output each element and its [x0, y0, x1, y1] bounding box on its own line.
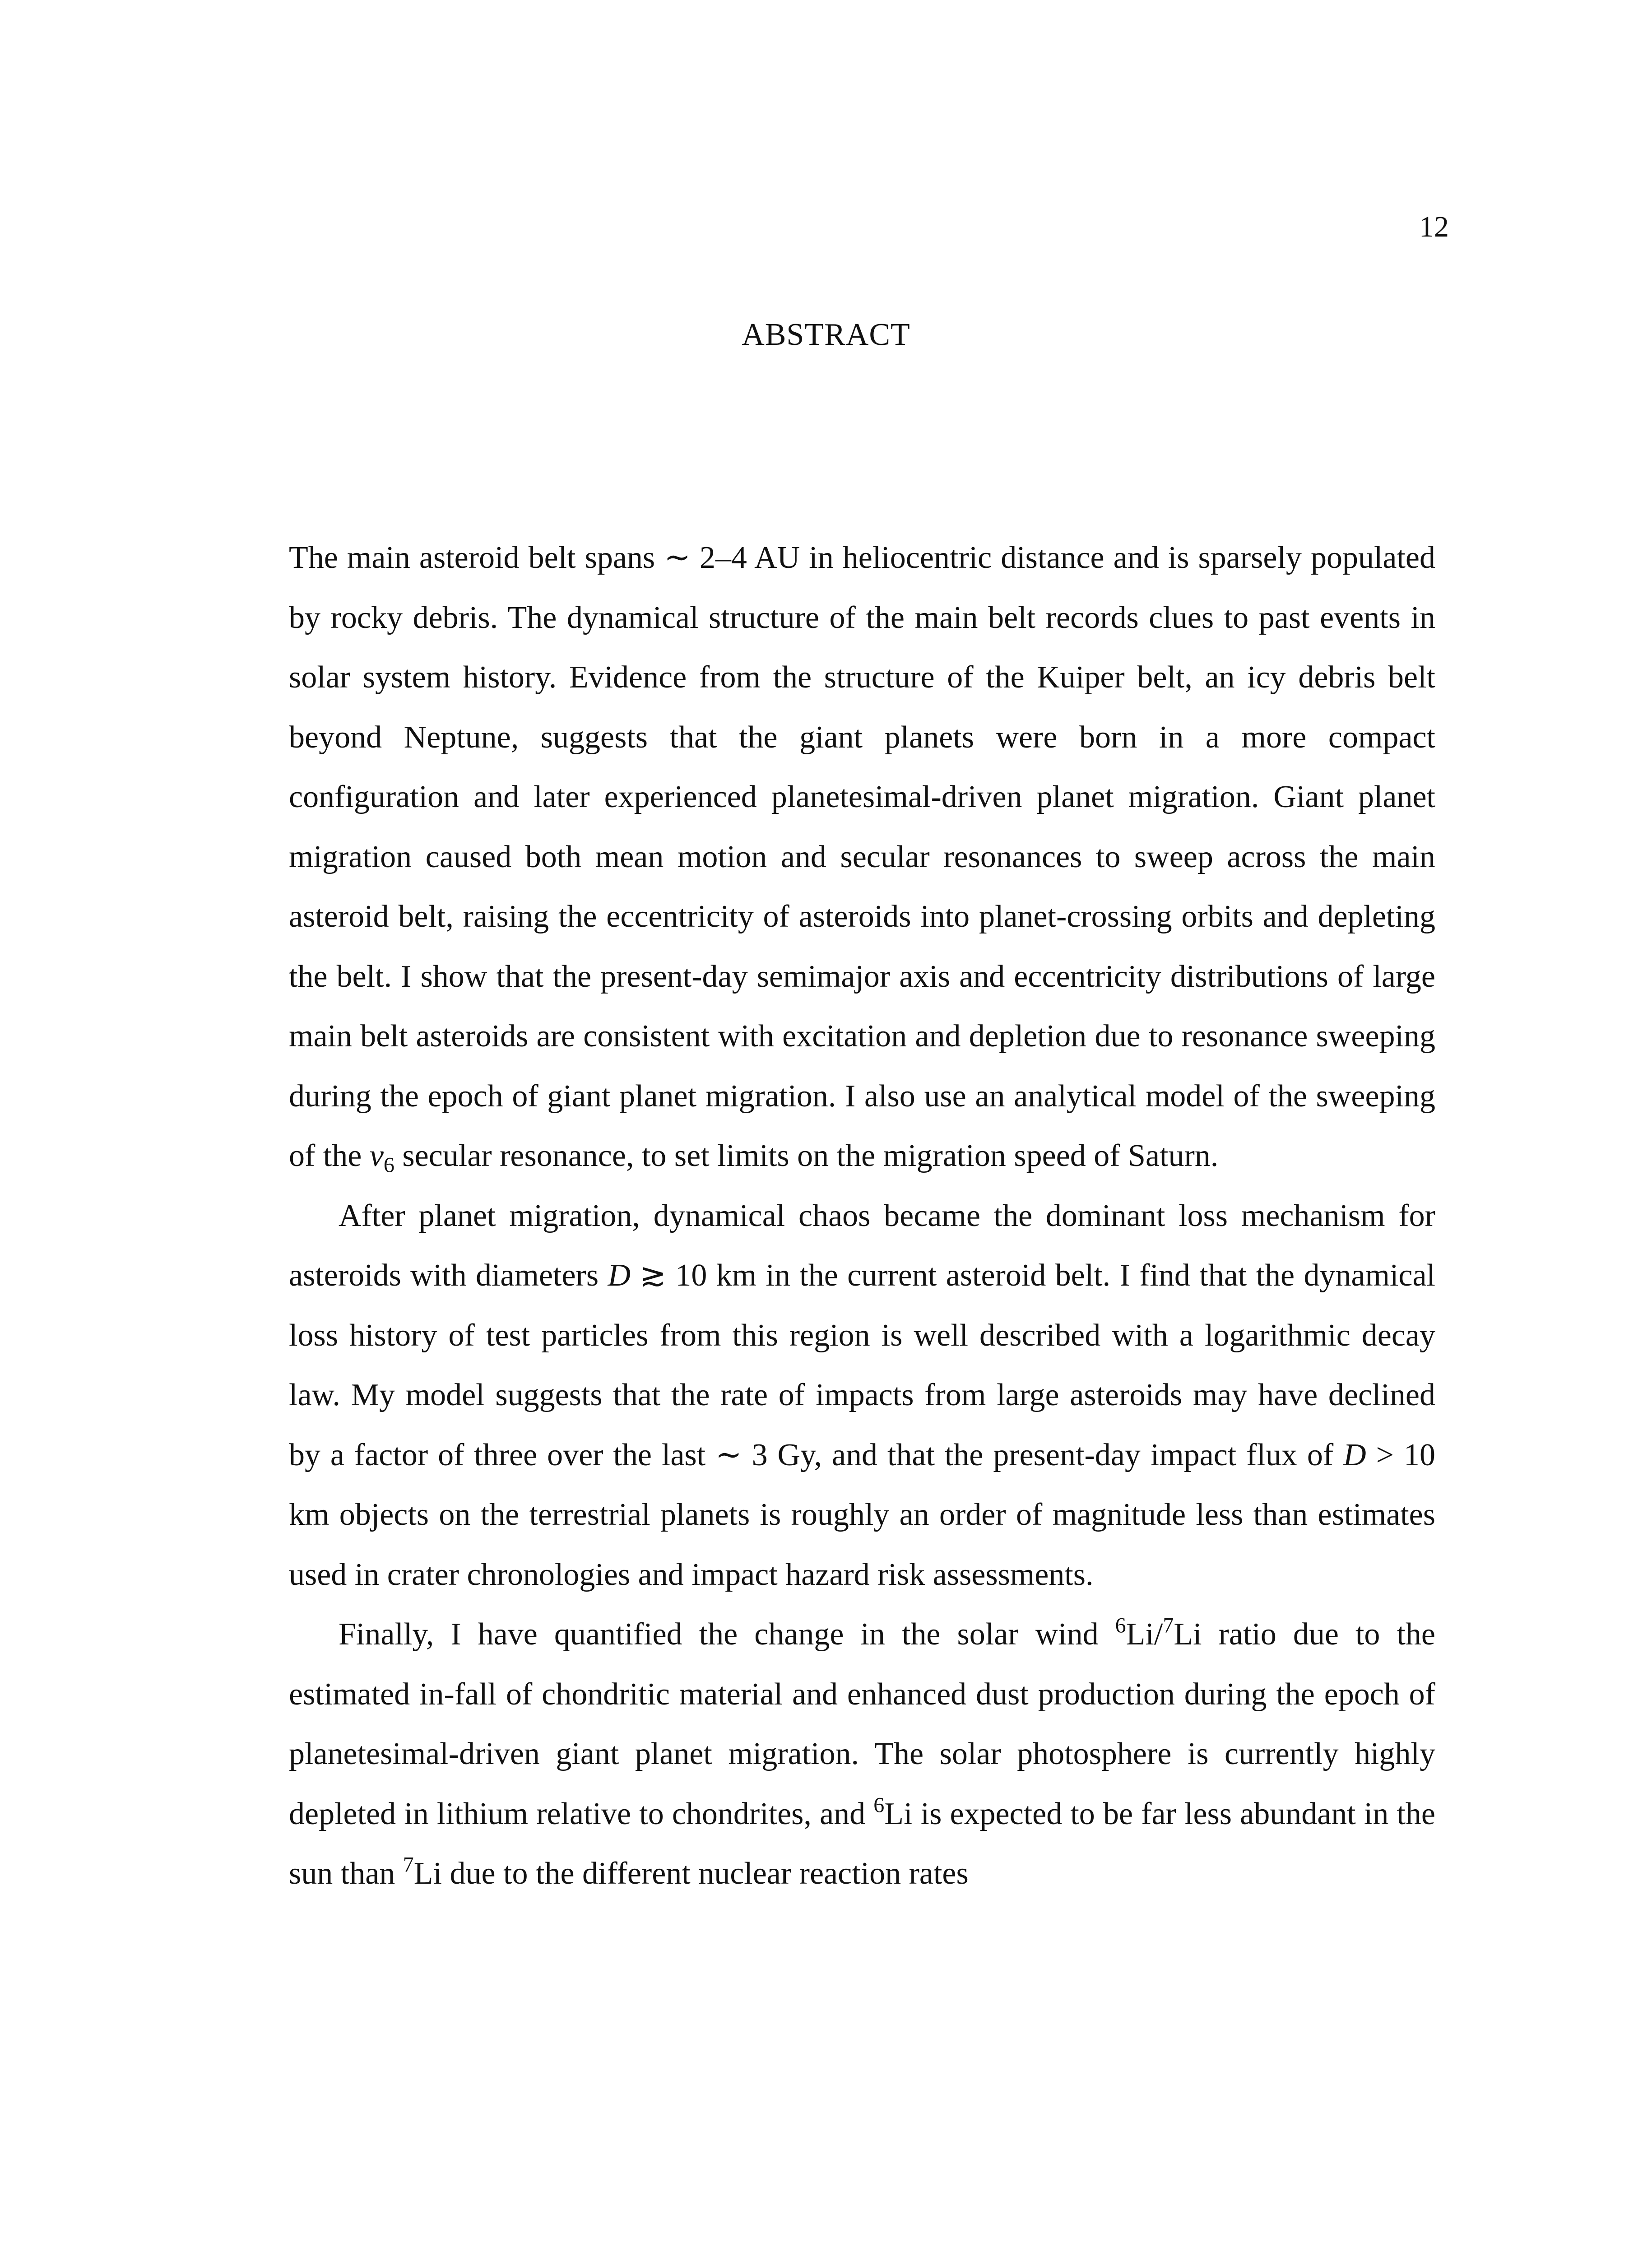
diameter-symbol: D	[1343, 1437, 1366, 1472]
page-number: 12	[1419, 210, 1449, 243]
isotope-superscript: 7	[1163, 1613, 1174, 1638]
paragraph-2-text-b: ≳ 10 km in the current asteroid belt. I find that the dynamical loss history of test particles from this region is well described with a logarithmic decay law. My model suggests that the rate of impacts from large asteroids may have declined by a factor of three over the last ∼ 3 Gy, and that the present-day impact flux of	[289, 1258, 1435, 1472]
paragraph-2-text-a: After planet migration, dynamical chaos became the dominant loss mechanism for asteroids with diameters	[289, 1198, 1435, 1293]
paragraph-2-text-c: > 10 km objects on the terrestrial planets is roughly an order of magnitude less than estimates used in crater chronologies and impact hazard risk assessments.	[289, 1437, 1435, 1592]
paragraph-3-text-c: Li is expected to be far less abundant in the sun than	[289, 1796, 1435, 1891]
abstract-body	[289, 528, 1435, 1904]
nu-subscript: 6	[383, 1153, 394, 1177]
paragraph-1	[289, 528, 1435, 1186]
nu-symbol: ν	[369, 1138, 384, 1173]
paragraph-2	[289, 1186, 1435, 1605]
paragraph-3-text-a: Finally, I have quantified the change in the solar wind	[339, 1617, 1115, 1652]
diameter-symbol: D	[608, 1258, 631, 1293]
lithium-text: Li/	[1126, 1617, 1163, 1652]
paragraph-3-text-d: Li due to the different nuclear reaction rates	[413, 1856, 969, 1891]
paragraph-3	[289, 1605, 1435, 1904]
paragraph-1-text-b: secular resonance, to set limits on the migration speed of Saturn.	[394, 1138, 1219, 1173]
paragraph-1-text-a: The main asteroid belt spans ∼ 2–4 AU in heliocentric distance and is sparsely populated by rocky debris. The dynamical structure of the main belt records clues to past events in solar system history. Evidence from the structure of the Kuiper belt, an icy debris belt beyond Neptune, suggests that the giant planets were born in a more compact configuration and later experienced planetesimal-driven planet migration. Giant planet migration caused both mean motion and secular resonances to sweep across the main asteroid belt, raising the eccentricity of asteroids into planet-crossing orbits and depleting the belt. I show that the present-day semimajor axis and eccentricity distributions of large main belt asteroids are consistent with excitation and depletion due to resonance sweeping during the epoch of giant planet migration. I also use an analytical model of the sweeping of the	[289, 540, 1435, 1173]
paragraph-3-text-b: Li ratio due to the estimated in-fall of chondritic material and enhanced dust production during the epoch of planetesimal-driven giant planet migration. The solar photosphere is currently highly depleted in lithium relative to chondrites, and	[289, 1617, 1435, 1831]
isotope-superscript: 6	[873, 1793, 885, 1817]
isotope-superscript: 7	[403, 1853, 414, 1877]
isotope-superscript: 6	[1115, 1613, 1126, 1638]
page-title: ABSTRACT	[742, 317, 910, 352]
